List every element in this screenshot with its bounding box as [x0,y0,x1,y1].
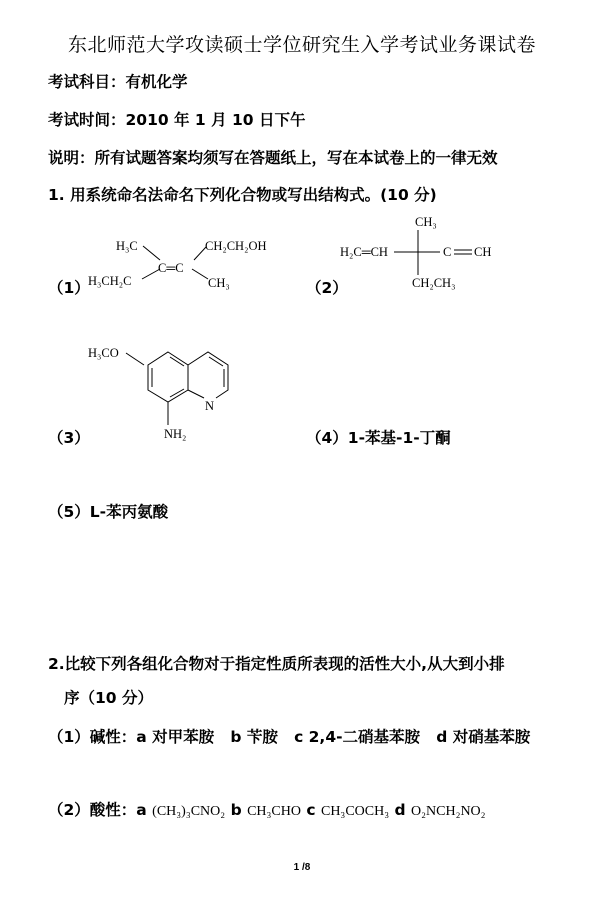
acidity-formula: CH₃CHO [247,804,301,819]
acidity-letter: a [136,801,147,819]
bond [192,269,208,279]
acidity-formula: O₂NCH₂NO₂ [411,804,486,819]
q2-stem-line2: 序（10 分） [64,689,153,707]
s3-n: N [205,399,215,413]
acidity-letter: c [306,801,316,819]
basicity-item: d 对硝基苯胺 [436,728,531,746]
benzene-ring [148,352,188,402]
q1-stem: 1. 用系统命名法命名下列化合物或写出结构式。(10 分) [48,186,437,204]
structure-2 [336,210,506,295]
s1-ch3: CH₃ [208,276,230,290]
bond [188,390,204,398]
s1-h3ch2c: H₃CH₂C [88,274,132,288]
q2-stem-line1: 2.比较下列各组化合物对于指定性质所表现的活性大小,从大到小排 [48,655,505,673]
s1-ch2ch2oh: CH₂CH₂OH [205,239,267,253]
s2-ch: CH [474,245,492,259]
s3-h3co: H₃CO [88,346,119,360]
s2-ch3: CH₃ [415,215,437,229]
q1-item-4 [306,426,451,448]
basicity-item: a 对甲苯胺 [136,728,215,746]
s2-c: C [443,245,452,259]
acidity-formula: (CH₃)₃CNO₂ [152,804,226,819]
q1-item-5-text: L-苯丙氨酸 [89,503,169,521]
q1-label-2: （2） [306,279,348,297]
q1-label-4: （4） [306,429,348,447]
basicity-item: b 苄胺 [230,728,278,746]
q1-item-5 [48,500,168,522]
acidity-label: （2）酸性： [48,801,137,819]
pyridine-ring [188,352,228,398]
s2-h2c-ch: H₂C═CH [340,245,388,259]
exam-title: 东北师范大学攻读硕士学位研究生入学考试业务课试卷 [67,34,536,56]
s1-h3c: H₃C [116,239,138,253]
page-number: 1 /8 [293,862,311,873]
basicity-item: c 2,4-二硝基苯胺 [294,728,421,746]
structure-3 [80,335,250,445]
acidity-formula: CH₃COCH₃ [320,804,390,819]
q1-label-1: （1） [48,279,90,297]
s3-nh2: NH₂ [164,427,187,441]
bond [143,246,160,260]
bond [126,353,144,365]
bond [170,389,184,397]
s1-cc: C═C [158,261,184,275]
bond [194,247,206,260]
s2-ch2ch3: CH₂CH₃ [412,276,456,290]
q1-label-3: （3） [48,429,90,447]
basicity-label: （1）碱性： [48,728,137,746]
q2-acidity-row [48,798,486,820]
q1-item-4-text: 1-苯基-1-丁酮 [347,429,451,447]
bond [209,357,223,366]
q2-basicity-row [48,725,530,747]
exam-note: 说明：所有试题答案均须写在答题纸上，写在本试卷上的一律无效 [48,149,498,167]
q1-label-5: （5） [48,503,90,521]
exam-subject: 考试科目：有机化学 [48,73,188,91]
acidity-letter: d [394,801,406,819]
acidity-letter: b [230,801,242,819]
structure-1 [80,225,290,300]
exam-time: 考试时间：2010 年 1 月 10 日下午 [48,111,306,129]
